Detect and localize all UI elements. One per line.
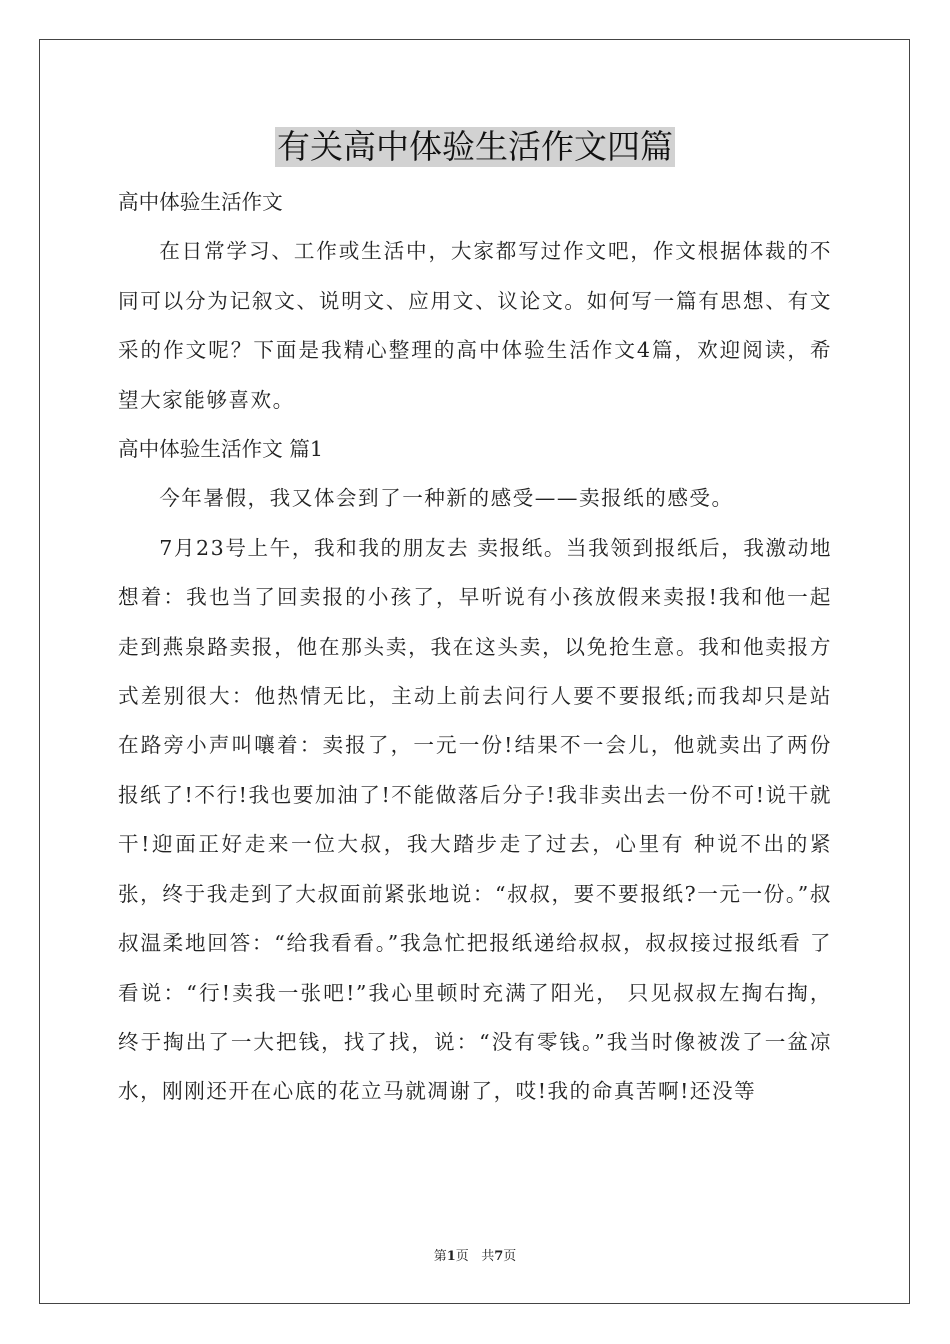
total-prefix: 共	[481, 1249, 495, 1264]
body-paragraph: 今年暑假，我又体会到了一种新的感受——卖报纸的感受。	[159, 486, 734, 511]
page-suffix: 页	[455, 1249, 469, 1264]
body-paragraph: 7月23号上午，我和我的朋友去 卖报纸。当我领到报纸后，我激动地想着：我也当了回卖报的小孩了，早听说有小孩放假来卖报!我和他一起走到燕泉路卖报，他在那头卖，我在这头卖，以免抢生意。我和他卖报方式差别很大：他热情无比，主动上前去问行人要不要报纸;而我却只是站在路旁小声叫嚷着：卖报了，一元一份!结果不一会儿，他就卖出了两份报纸了!不行!我也要加油了!不能做落后分子!我非卖出去一份不可!说干就干!迎面正好走来一位大叔，我大踏步走了过去，心里有 种说不出的紧张，终于我走到了大叔面前紧张地说：“叔叔，要不要报纸?一元一份。”叔叔温柔地回答：“给我看看。”我急忙把报纸递给叔叔，叔叔接过报纸看 了看说：“行!卖我一张吧!”我心里顿时充满了阳光， 只见叔叔左掏右掏，终于掏出了一大把钱，找了找，说：“没有零钱。”我当时像被泼了一盆凉水，刚刚还开在心底的花立马就凋谢了，哎!我的命真苦啊!还没等	[118, 535, 832, 1104]
page-current: 1	[446, 1249, 456, 1264]
page-footer	[0, 1248, 950, 1266]
document-title: 有关高中体验生活作文四篇	[277, 127, 673, 166]
page-prefix: 第	[433, 1249, 447, 1264]
section-heading: 高中体验生活作文	[118, 190, 283, 214]
section-heading: 高中体验生活作文 篇1	[118, 437, 323, 462]
title-wrap	[0, 127, 950, 167]
total-suffix: 页	[503, 1249, 517, 1264]
document-body	[118, 178, 832, 1117]
page-total: 7	[494, 1249, 504, 1264]
intro-paragraph: 在日常学习、工作或生活中，大家都写过作文吧，作文根据体裁的不同可以分为记叙文、说明文、应用文、议论文。如何写一篇有思想、有文采的作文呢？下面是我精心整理的高中体验生活作文4篇，欢迎阅读，希望大家能够喜欢。	[118, 239, 832, 412]
